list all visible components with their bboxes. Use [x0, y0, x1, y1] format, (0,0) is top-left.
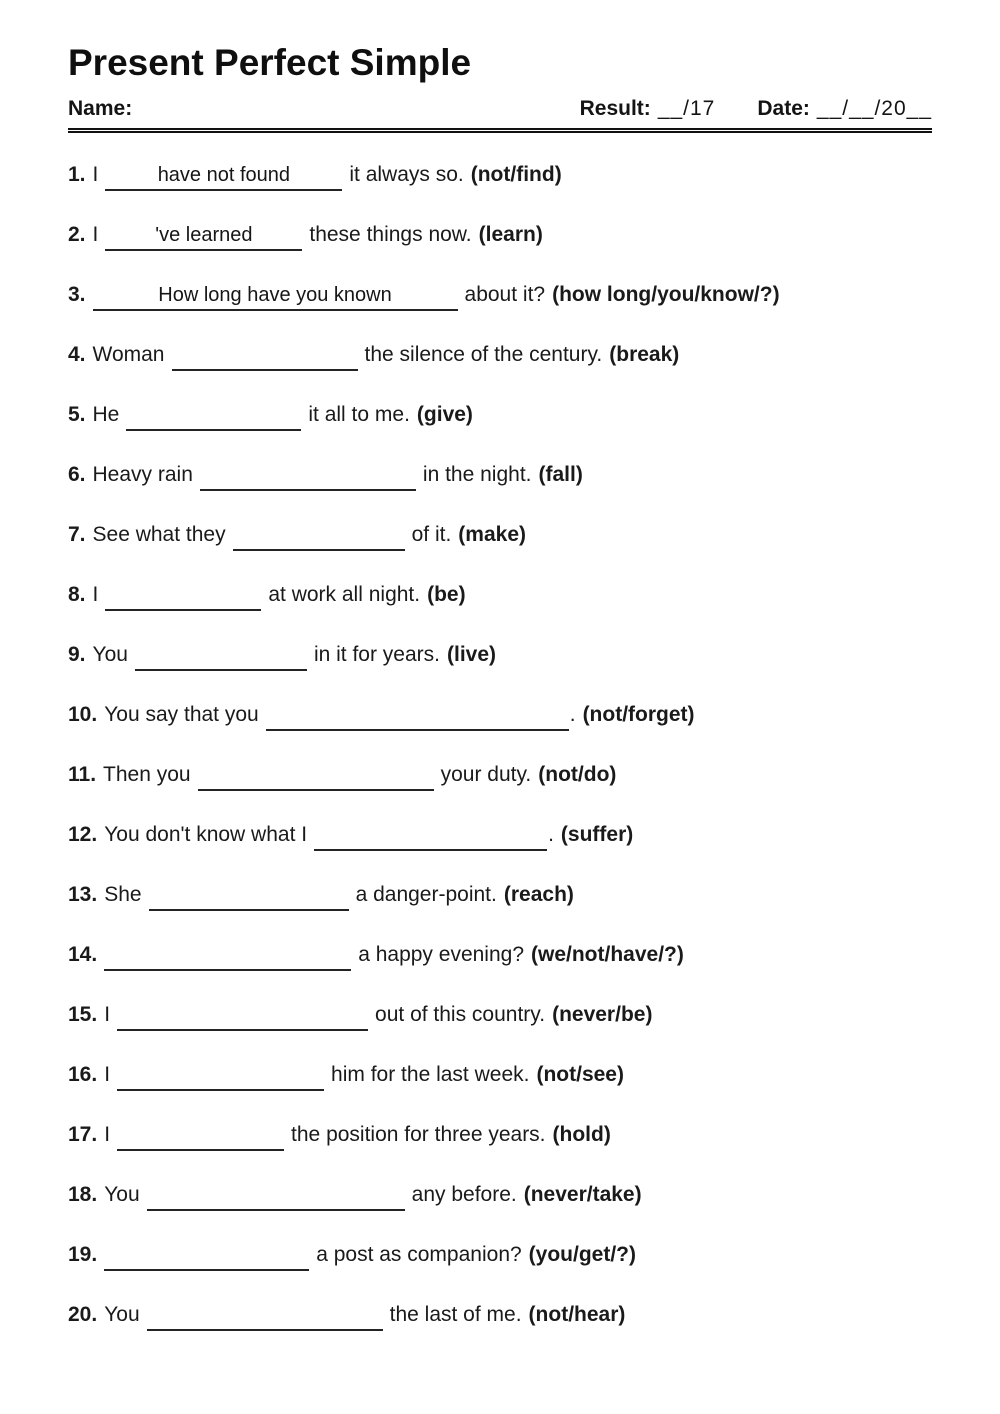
- answer-blank[interactable]: [135, 643, 307, 671]
- question-row: [68, 640, 932, 671]
- date-label: Date:: [757, 96, 810, 120]
- header-rule: [68, 128, 932, 133]
- question-text-before: You: [104, 1182, 140, 1206]
- question-text-before: I: [104, 1122, 111, 1146]
- result-value: __/17: [657, 96, 716, 120]
- question-text-after: your duty.: [440, 762, 532, 786]
- verb-hint: (hold): [552, 1122, 611, 1146]
- question-text-after: him for the last week.: [331, 1062, 530, 1086]
- question-text-after: a danger-point.: [355, 882, 497, 906]
- answer-text: [414, 704, 420, 726]
- question-number: 20.: [68, 1302, 98, 1326]
- answer-blank[interactable]: [147, 1183, 405, 1211]
- question-number: 8.: [68, 582, 86, 606]
- question-number: 6.: [68, 462, 86, 486]
- question-text-before: You: [104, 1302, 140, 1326]
- answer-text: [246, 884, 252, 906]
- question-row: [68, 820, 932, 851]
- answer-text: [313, 764, 319, 786]
- answer-text: [262, 1304, 268, 1326]
- question-row: [68, 700, 932, 731]
- question-number: 3.: [68, 282, 86, 306]
- answer-text: How long have you known: [158, 283, 392, 306]
- question-text-after: in the night.: [422, 462, 532, 486]
- verb-hint: (give): [416, 402, 473, 426]
- question-text-before: She: [104, 882, 142, 906]
- question-text-after: in it for years.: [313, 642, 440, 666]
- answer-text: [262, 344, 268, 366]
- worksheet-header: [68, 97, 932, 121]
- question-number: 17.: [68, 1122, 98, 1146]
- result-label: Result:: [579, 96, 651, 120]
- verb-hint: (break): [609, 342, 680, 366]
- question-number: 19.: [68, 1242, 98, 1266]
- question-number: 7.: [68, 522, 86, 546]
- answer-blank[interactable]: [104, 943, 351, 971]
- verb-hint: (how long/you/know/?): [552, 282, 780, 306]
- answer-blank[interactable]: [147, 1303, 383, 1331]
- question-text-after: the position for three years.: [291, 1122, 546, 1146]
- question-text-after: it all to me.: [308, 402, 410, 426]
- question-row: [68, 880, 932, 911]
- question-text-after: a post as companion?: [316, 1242, 522, 1266]
- answer-blank[interactable]: [172, 343, 358, 371]
- question-text-after: these things now.: [309, 222, 472, 246]
- question-row: [68, 760, 932, 791]
- question-text-before: Woman: [92, 342, 165, 366]
- question-text-before: You: [92, 642, 128, 666]
- answer-text: [428, 824, 434, 846]
- verb-hint: (not/see): [536, 1062, 624, 1086]
- answer-text: [204, 1244, 210, 1266]
- question-number: 14.: [68, 942, 98, 966]
- question-text-after: the silence of the century.: [364, 342, 603, 366]
- answer-text: [218, 1064, 224, 1086]
- question-text-after: any before.: [411, 1182, 517, 1206]
- page-title: Present Perfect Simple: [68, 42, 472, 83]
- verb-hint: (learn): [478, 222, 543, 246]
- verb-hint: (not/forget): [582, 702, 695, 726]
- question-text-before: I: [92, 222, 99, 246]
- question-number: 18.: [68, 1182, 98, 1206]
- answer-text: [273, 1184, 279, 1206]
- answer-blank[interactable]: [200, 463, 416, 491]
- question-text-after: about it?: [464, 282, 546, 306]
- answer-text: [305, 464, 311, 486]
- date-field-group: [757, 97, 932, 121]
- question-row: [68, 1060, 932, 1091]
- verb-hint: (reach): [503, 882, 574, 906]
- answer-blank[interactable]: [117, 1123, 284, 1151]
- question-row: [68, 1120, 932, 1151]
- answer-blank[interactable]: [105, 223, 302, 251]
- question-text-before: Then you: [103, 762, 191, 786]
- question-number: 9.: [68, 642, 86, 666]
- question-row: [68, 280, 932, 311]
- verb-hint: (you/get/?): [528, 1242, 636, 1266]
- question-row: [68, 1000, 932, 1031]
- question-row: [68, 340, 932, 371]
- answer-blank[interactable]: [93, 283, 458, 311]
- question-number: 13.: [68, 882, 98, 906]
- question-text-before: I: [104, 1062, 111, 1086]
- question-text-after: of it.: [411, 522, 452, 546]
- question-number: 12.: [68, 822, 98, 846]
- answer-blank[interactable]: [149, 883, 349, 911]
- question-row: [68, 1180, 932, 1211]
- question-text-after: a happy evening?: [358, 942, 525, 966]
- question-row: [68, 580, 932, 611]
- answer-text: [181, 584, 187, 606]
- question-text-before: Heavy rain: [92, 462, 193, 486]
- question-text-after: at work all night.: [268, 582, 421, 606]
- question-list: [68, 160, 932, 1331]
- question-row: [68, 1300, 932, 1331]
- verb-hint: (live): [447, 642, 497, 666]
- answer-text: [240, 1004, 246, 1026]
- question-number: 2.: [68, 222, 86, 246]
- verb-hint: (not/do): [538, 762, 617, 786]
- verb-hint: (we/not/have/?): [531, 942, 684, 966]
- question-number: 16.: [68, 1062, 98, 1086]
- answer-blank[interactable]: [266, 703, 569, 731]
- verb-hint: (not/find): [470, 162, 562, 186]
- verb-hint: (not/hear): [528, 1302, 626, 1326]
- question-text-before: You say that you: [104, 702, 259, 726]
- question-number: 4.: [68, 342, 86, 366]
- question-row: [68, 460, 932, 491]
- name-label: Name:: [68, 96, 133, 120]
- question-row: [68, 160, 932, 191]
- answer-blank[interactable]: [105, 163, 342, 191]
- question-row: [68, 940, 932, 971]
- verb-hint: (make): [458, 522, 526, 546]
- question-text-before: You don't know what I: [104, 822, 308, 846]
- answer-blank[interactable]: [198, 763, 434, 791]
- question-number: 10.: [68, 702, 98, 726]
- question-row: [68, 1240, 932, 1271]
- question-row: [68, 220, 932, 251]
- answer-text: [316, 524, 322, 546]
- question-number: 1.: [68, 162, 86, 186]
- verb-hint: (fall): [538, 462, 583, 486]
- question-text-before: I: [92, 162, 99, 186]
- question-text-before: See what they: [92, 522, 226, 546]
- question-number: 15.: [68, 1002, 98, 1026]
- answer-text: [198, 1124, 204, 1146]
- answer-blank[interactable]: [117, 1003, 368, 1031]
- date-value: __/__/20__: [816, 96, 932, 120]
- answer-blank[interactable]: [117, 1063, 324, 1091]
- question-number: 5.: [68, 402, 86, 426]
- question-number: 11.: [68, 762, 97, 786]
- answer-text: [225, 944, 231, 966]
- answer-blank[interactable]: [314, 823, 547, 851]
- result-field-group: [580, 97, 716, 121]
- answer-blank[interactable]: [233, 523, 405, 551]
- answer-text: 've learned: [155, 223, 253, 246]
- question-row: [68, 400, 932, 431]
- question-text-after: .: [548, 822, 554, 846]
- answer-text: [211, 404, 217, 426]
- question-text-after: it always so.: [349, 162, 464, 186]
- question-text-after: .: [569, 702, 576, 726]
- question-row: [68, 520, 932, 551]
- question-text-after: the last of me.: [389, 1302, 522, 1326]
- answer-blank[interactable]: [104, 1243, 309, 1271]
- name-field-group: [68, 97, 132, 121]
- question-text-after: out of this country.: [375, 1002, 546, 1026]
- verb-hint: (never/take): [523, 1182, 642, 1206]
- answer-blank[interactable]: [105, 583, 261, 611]
- question-text-before: I: [92, 582, 99, 606]
- verb-hint: (suffer): [560, 822, 634, 846]
- answer-text: have not found: [157, 163, 291, 186]
- verb-hint: (be): [427, 582, 466, 606]
- answer-text: [218, 644, 224, 666]
- question-text-before: I: [104, 1002, 111, 1026]
- answer-blank[interactable]: [126, 403, 301, 431]
- question-text-before: He: [92, 402, 120, 426]
- verb-hint: (never/be): [552, 1002, 653, 1026]
